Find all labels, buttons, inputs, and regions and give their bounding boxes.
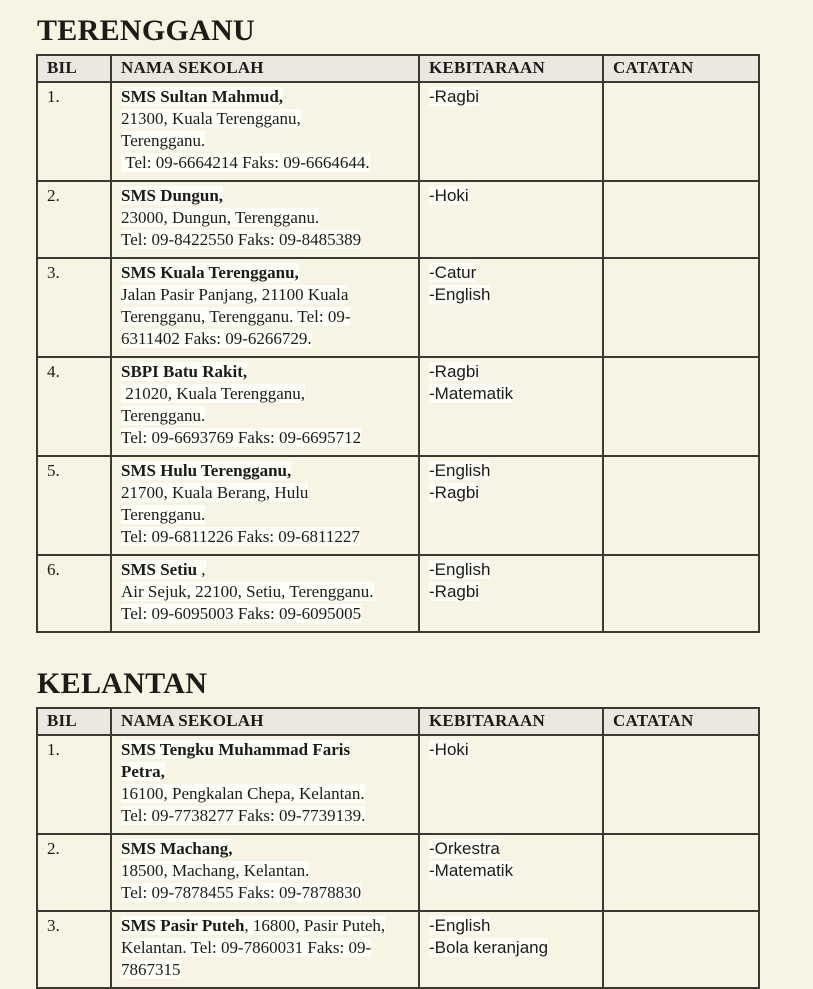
school-text-highlight (121, 784, 365, 803)
school-text-line (121, 108, 410, 130)
school-text-highlight (121, 916, 385, 935)
school-text: Tel: 09-7878455 Faks: 09-7878830 (121, 883, 362, 902)
table-header (37, 55, 759, 82)
school-text-highlight (121, 186, 223, 205)
school-text-highlight (121, 582, 374, 601)
school-text: Air Sejuk, 22100, Setiu, Terengganu. (121, 582, 374, 601)
bil-cell (37, 735, 111, 834)
column-header: CATATAN (603, 708, 759, 735)
school-text-highlight (121, 428, 361, 447)
school-cell (111, 834, 419, 911)
school-text-highlight (121, 740, 350, 759)
school-text-line (121, 229, 410, 251)
school-name-bold: SMS Machang, (121, 839, 233, 858)
school-text: 21700, Kuala Berang, Hulu (121, 483, 309, 502)
column-header: KEBITARAAN (419, 55, 603, 82)
kebitaraan-text: -Matematik (429, 861, 514, 880)
school-text: Terengganu. (121, 406, 206, 425)
school-text-line (121, 559, 410, 581)
school-text-line (121, 581, 410, 603)
section-title: KELANTAN (37, 667, 208, 700)
school-text-line (121, 86, 410, 108)
school-text-line (121, 761, 410, 783)
bil-number: 2. (47, 839, 60, 858)
school-text-highlight (121, 839, 232, 858)
school-text: Terengganu. (121, 131, 206, 150)
school-text-line (121, 405, 410, 427)
school-name-bold: SBPI Batu Rakit, (121, 362, 248, 381)
school-cell (111, 555, 419, 632)
school-name-bold: SMS Sultan Mahmud, (121, 87, 284, 106)
column-header: CATATAN (603, 55, 759, 82)
bil-number: 2. (47, 186, 60, 205)
school-text: 16100, Pengkalan Chepa, Kelantan. (121, 784, 365, 803)
school-text-highlight (121, 153, 370, 172)
school-text-highlight (121, 263, 299, 282)
school-text-highlight (121, 230, 361, 249)
school-text: Terengganu. (121, 505, 206, 524)
school-text-highlight (121, 806, 365, 825)
school-text-highlight (121, 938, 371, 957)
kebitaraan-text: -English (429, 461, 491, 480)
kebitaraan-item (429, 460, 594, 482)
kebitaraan-text: -Ragbi (429, 87, 480, 106)
bil-number: 1. (47, 87, 60, 106)
catatan-cell (603, 456, 759, 555)
kebitaraan-cell (419, 735, 603, 834)
catatan-cell (603, 258, 759, 357)
table-row (37, 258, 759, 357)
school-text-line (121, 460, 410, 482)
bil-cell (37, 456, 111, 555)
school-text-highlight (121, 762, 165, 781)
school-text-line (121, 603, 410, 625)
school-text-line (121, 207, 410, 229)
school-text-highlight (121, 131, 205, 150)
school-text: 7867315 (121, 960, 181, 979)
table-header (37, 708, 759, 735)
kebitaraan-cell (419, 911, 603, 988)
school-text: Tel: 09-6811226 Faks: 09-6811227 (121, 527, 360, 546)
school-text-line (121, 838, 410, 860)
bil-cell (37, 258, 111, 357)
school-text-highlight (121, 483, 308, 502)
school-text-highlight (121, 560, 206, 579)
bil-number: 3. (47, 916, 60, 935)
school-text: Terengganu, Terengganu. Tel: 09- (121, 307, 351, 326)
kebitaraan-cell (419, 555, 603, 632)
catatan-cell (603, 555, 759, 632)
school-text: Tel: 09-7738277 Faks: 09-7739139. (121, 806, 366, 825)
kebitaraan-item (429, 482, 594, 504)
header-row (37, 55, 759, 82)
school-text-line (121, 262, 410, 284)
school-text-highlight (121, 109, 301, 128)
school-text-highlight (121, 307, 350, 326)
school-text-line (121, 284, 410, 306)
school-table-terengganu (36, 54, 760, 633)
school-text-line (121, 959, 410, 981)
kebitaraan-cell (419, 181, 603, 258)
kebitaraan-cell (419, 834, 603, 911)
bil-cell (37, 181, 111, 258)
school-text: , (197, 560, 206, 579)
school-text-line (121, 306, 410, 328)
school-text: Jalan Pasir Panjang, 21100 Kuala (121, 285, 349, 304)
kebitaraan-item (429, 937, 594, 959)
kebitaraan-text: -Ragbi (429, 582, 480, 601)
kebitaraan-text: -Hoki (429, 186, 469, 205)
kebitaraan-cell (419, 357, 603, 456)
school-text-highlight (121, 362, 247, 381)
catatan-cell (603, 181, 759, 258)
kebitaraan-item (429, 838, 594, 860)
kebitaraan-item (429, 860, 594, 882)
school-cell (111, 911, 419, 988)
kebitaraan-text: -Bola keranjang (429, 938, 549, 957)
kebitaraan-item (429, 559, 594, 581)
kebitaraan-item (429, 581, 594, 603)
school-cell (111, 735, 419, 834)
school-text-highlight (121, 505, 205, 524)
kebitaraan-item (429, 915, 594, 937)
school-text-line (121, 152, 410, 174)
school-text-line (121, 860, 410, 882)
catatan-cell (603, 911, 759, 988)
table-row (37, 456, 759, 555)
bil-cell (37, 82, 111, 181)
school-text-line (121, 504, 410, 526)
school-text: 6311402 Faks: 09-6266729. (121, 329, 312, 348)
school-text: 21300, Kuala Terengganu, (121, 109, 301, 128)
column-header: NAMA SEKOLAH (111, 55, 419, 82)
school-text: 23000, Dungun, Terengganu. (121, 208, 320, 227)
school-text-line (121, 185, 410, 207)
kebitaraan-text: -Hoki (429, 740, 469, 759)
kebitaraan-item (429, 185, 594, 207)
kebitaraan-text: -Orkestra (429, 839, 500, 858)
kebitaraan-item (429, 361, 594, 383)
kebitaraan-text: -English (429, 916, 491, 935)
kebitaraan-text: -Ragbi (429, 362, 480, 381)
school-text-line (121, 915, 410, 937)
school-cell (111, 456, 419, 555)
bil-number: 1. (47, 740, 60, 759)
bil-number: 6. (47, 560, 60, 579)
bil-number: 4. (47, 362, 60, 381)
header-row (37, 708, 759, 735)
column-header: BIL (37, 55, 111, 82)
school-text-line (121, 130, 410, 152)
school-text: Tel: 09-6693769 Faks: 09-6695712 (121, 428, 362, 447)
school-text-highlight (121, 960, 181, 979)
school-text-highlight (121, 883, 361, 902)
school-text-line (121, 482, 410, 504)
kebitaraan-text: -Catur (429, 263, 477, 282)
school-text: Tel: 09-6095003 Faks: 09-6095005 (121, 604, 362, 623)
school-name-bold: SMS Tengku Muhammad Faris (121, 740, 351, 759)
school-text-highlight (121, 208, 319, 227)
school-text-highlight (121, 406, 205, 425)
bil-number: 3. (47, 263, 60, 282)
column-header: BIL (37, 708, 111, 735)
column-header: NAMA SEKOLAH (111, 708, 419, 735)
section-title: TERENGGANU (37, 14, 256, 47)
table-body (37, 735, 759, 988)
school-cell (111, 357, 419, 456)
school-text-highlight (121, 384, 305, 403)
kebitaraan-text: -English (429, 560, 491, 579)
school-name-bold: Petra, (121, 762, 165, 781)
school-name-bold: SMS Kuala Terengganu, (121, 263, 299, 282)
section-kelantan (36, 667, 758, 989)
kebitaraan-item (429, 262, 594, 284)
school-cell (111, 82, 419, 181)
bil-cell (37, 911, 111, 988)
school-text-line (121, 427, 410, 449)
school-text-line (121, 783, 410, 805)
school-text-line (121, 805, 410, 827)
school-text-highlight (121, 461, 291, 480)
school-name-bold: SMS Hulu Terengganu, (121, 461, 292, 480)
school-text-line (121, 328, 410, 350)
school-cell (111, 258, 419, 357)
school-text-line (121, 361, 410, 383)
kebitaraan-cell (419, 456, 603, 555)
school-text-highlight (121, 285, 348, 304)
kebitaraan-item (429, 284, 594, 306)
catatan-cell (603, 357, 759, 456)
school-text-line (121, 526, 410, 548)
kebitaraan-text: -Matematik (429, 384, 514, 403)
school-text-highlight (121, 604, 361, 623)
school-text-highlight (121, 527, 360, 546)
school-cell (111, 181, 419, 258)
school-text-line (121, 882, 410, 904)
catatan-cell (603, 834, 759, 911)
table-row (37, 82, 759, 181)
catatan-cell (603, 82, 759, 181)
table-row (37, 911, 759, 988)
kebitaraan-item (429, 739, 594, 761)
kebitaraan-item (429, 383, 594, 405)
bil-cell (37, 357, 111, 456)
school-text: 21020, Kuala Terengganu, (121, 384, 306, 403)
school-text-line (121, 383, 410, 405)
table-row (37, 357, 759, 456)
school-text-highlight (121, 87, 283, 106)
school-text-line (121, 739, 410, 761)
school-text-line (121, 937, 410, 959)
school-text: , 16800, Pasir Puteh, (244, 916, 386, 935)
section-terengganu (36, 14, 758, 633)
school-name-bold: SMS Dungun, (121, 186, 224, 205)
bil-number: 5. (47, 461, 60, 480)
school-name-bold: SMS Pasir Puteh (121, 916, 245, 935)
kebitaraan-cell (419, 82, 603, 181)
kebitaraan-cell (419, 258, 603, 357)
column-header: KEBITARAAN (419, 708, 603, 735)
table-row (37, 834, 759, 911)
table-body (37, 82, 759, 632)
bil-cell (37, 834, 111, 911)
table-row (37, 555, 759, 632)
kebitaraan-item (429, 86, 594, 108)
school-text: 18500, Machang, Kelantan. (121, 861, 310, 880)
kebitaraan-text: -Ragbi (429, 483, 480, 502)
bil-cell (37, 555, 111, 632)
school-text-highlight (121, 329, 312, 348)
kebitaraan-text: -English (429, 285, 491, 304)
school-table-kelantan (36, 707, 760, 989)
table-row (37, 181, 759, 258)
school-text: Tel: 09-6664214 Faks: 09-6664644. (121, 153, 370, 172)
catatan-cell (603, 735, 759, 834)
school-name-bold: SMS Setiu (121, 560, 198, 579)
table-row (37, 735, 759, 834)
school-text: Kelantan. Tel: 09-7860031 Faks: 09- (121, 938, 372, 957)
school-text: Tel: 09-8422550 Faks: 09-8485389 (121, 230, 362, 249)
school-text-highlight (121, 861, 309, 880)
